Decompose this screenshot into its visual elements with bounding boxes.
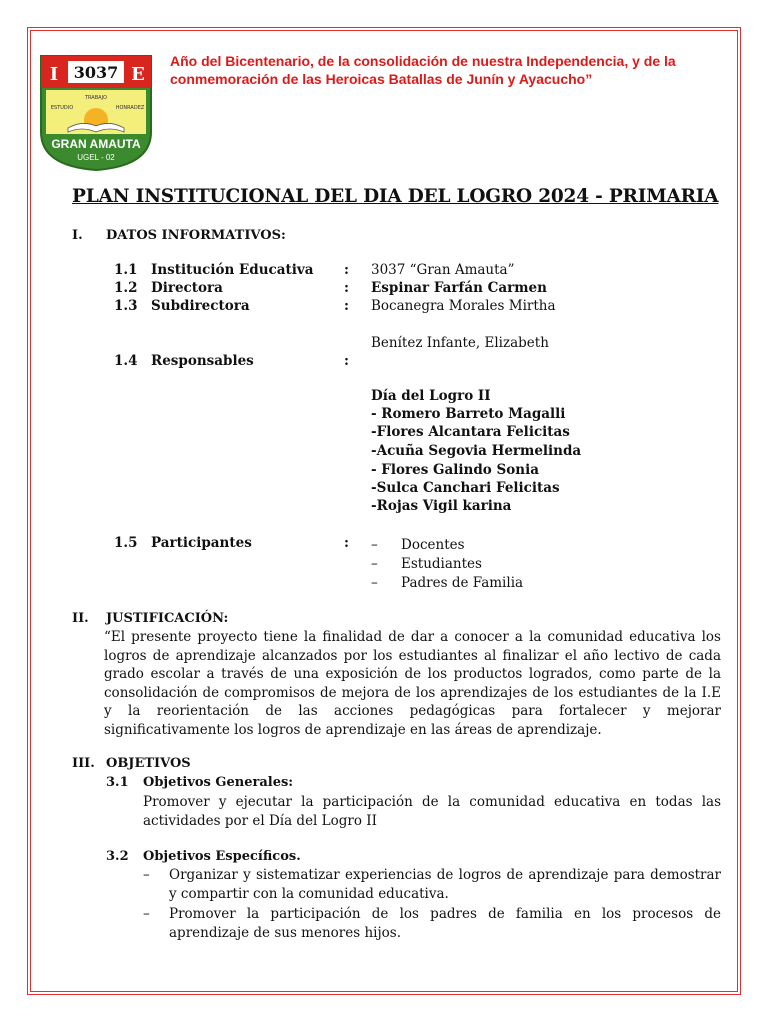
- info-colon: :: [344, 353, 349, 369]
- dash-bullet: –: [371, 556, 378, 572]
- info-value: Espinar Farfán Carmen: [371, 280, 547, 296]
- info-number: 1.4: [114, 353, 138, 369]
- info-number: 1.3: [114, 298, 138, 314]
- info-number: 1.1: [114, 262, 138, 278]
- section-2-number: II.: [72, 611, 89, 626]
- school-logo: [38, 54, 154, 172]
- section-3-heading: OBJETIVOS: [106, 756, 191, 771]
- responsables-list-item: Día del Logro II: [371, 388, 491, 404]
- info-colon: :: [344, 298, 349, 314]
- logo-arc-right: HONRADEZ: [115, 105, 145, 111]
- logo-number: 3037: [73, 63, 119, 82]
- participant-text: Docentes: [401, 537, 465, 553]
- responsables-list-item: - Romero Barreto Magalli: [371, 406, 566, 422]
- document-title: PLAN INSTITUCIONAL DEL DIA DEL LOGRO 2024 - PRIMARIA: [72, 186, 719, 207]
- section-2-heading: JUSTIFICACIÓN:: [106, 611, 229, 626]
- logo-letter-right: E: [131, 64, 145, 85]
- participant-text: Estudiantes: [401, 556, 482, 572]
- specific-objective-text: Promover la participación de los padres de familia en los procesos de aprendizaje de sus menores hijos.: [169, 906, 721, 941]
- dash-bullet: –: [143, 867, 150, 883]
- specific-objectives-number: 3.2: [106, 849, 129, 864]
- info-label: Subdirectora: [151, 298, 250, 314]
- general-objectives-text: Promover y ejecutar la participación de la comunidad educativa en todas las actividades por el Día del Logro II: [143, 794, 721, 829]
- logo-arc-mid: TRABAJO: [84, 95, 108, 101]
- subdirector-extra-name: Benítez Infante, Elizabeth: [371, 335, 549, 351]
- section-1-number: I.: [72, 228, 83, 243]
- specific-objectives-heading: Objetivos Específicos.: [143, 849, 301, 864]
- justification-paragraph: “El presente proyecto tiene la finalidad de dar a conocer a la comunidad educativa los logros de aprendizaje alcanzados por los estudiantes al finalizar el año lectivo de cada grado escolar a través de una exposición de los productos logrados, como parte de la consolidación de compromisos de mejora de los aprendizajes de los estudiantes de la I.E y la reorientación de las acciones pedagógicas para fortalecer y mejorar significativamente los logros de aprendizaje en las áreas de aprendizaje.: [104, 629, 721, 738]
- info-row-responsables: [114, 353, 734, 371]
- info-label: Participantes: [151, 535, 252, 551]
- logo-ugel: UGEL - 02: [77, 153, 115, 162]
- general-objectives-heading: Objetivos Generales:: [143, 775, 294, 790]
- dash-bullet: –: [143, 906, 150, 922]
- info-label: Institución Educativa: [151, 262, 314, 278]
- participant-text: Padres de Familia: [401, 575, 524, 591]
- info-value: 3037 “Gran Amauta”: [371, 262, 515, 278]
- dash-bullet: –: [371, 537, 378, 553]
- dash-bullet: –: [371, 575, 378, 591]
- logo-name: GRAN AMAUTA: [51, 137, 141, 151]
- logo-letter-left: I: [49, 64, 59, 85]
- info-number: 1.2: [114, 280, 138, 296]
- info-row-director: [114, 280, 734, 298]
- section-1-heading: DATOS INFORMATIVOS:: [106, 228, 286, 243]
- info-label: Directora: [151, 280, 223, 296]
- responsables-list-item: -Rojas Vigil karina: [371, 498, 512, 514]
- logo-arc-left: ESTUDIO: [50, 105, 74, 111]
- responsables-list-item: -Acuña Segovia Hermelinda: [371, 443, 582, 459]
- info-number: 1.5: [114, 535, 138, 551]
- specific-objective-text: Organizar y sistematizar experiencias de logros de aprendizaje para demostrar y compartir con la comunidad educativa.: [169, 867, 721, 902]
- info-row-institution: [114, 262, 734, 280]
- info-label: Responsables: [151, 353, 254, 369]
- section-3-number: III.: [72, 756, 95, 771]
- responsables-list-item: - Flores Galindo Sonia: [371, 462, 539, 478]
- year-motto: Año del Bicentenario, de la consolidación de nuestra Independencia, y de la conmemoración de las Heroicas Batallas de Junín y Ayacucho”: [170, 53, 676, 87]
- general-objectives-number: 3.1: [106, 775, 129, 790]
- responsables-list-item: -Sulca Canchari Felicitas: [371, 480, 560, 496]
- info-row-subdirector: [114, 298, 734, 316]
- info-colon: :: [344, 535, 349, 551]
- responsables-list-item: -Flores Alcantara Felicitas: [371, 424, 570, 440]
- info-colon: :: [344, 262, 349, 278]
- info-colon: :: [344, 280, 349, 296]
- info-value: Bocanegra Morales Mirtha: [371, 298, 556, 314]
